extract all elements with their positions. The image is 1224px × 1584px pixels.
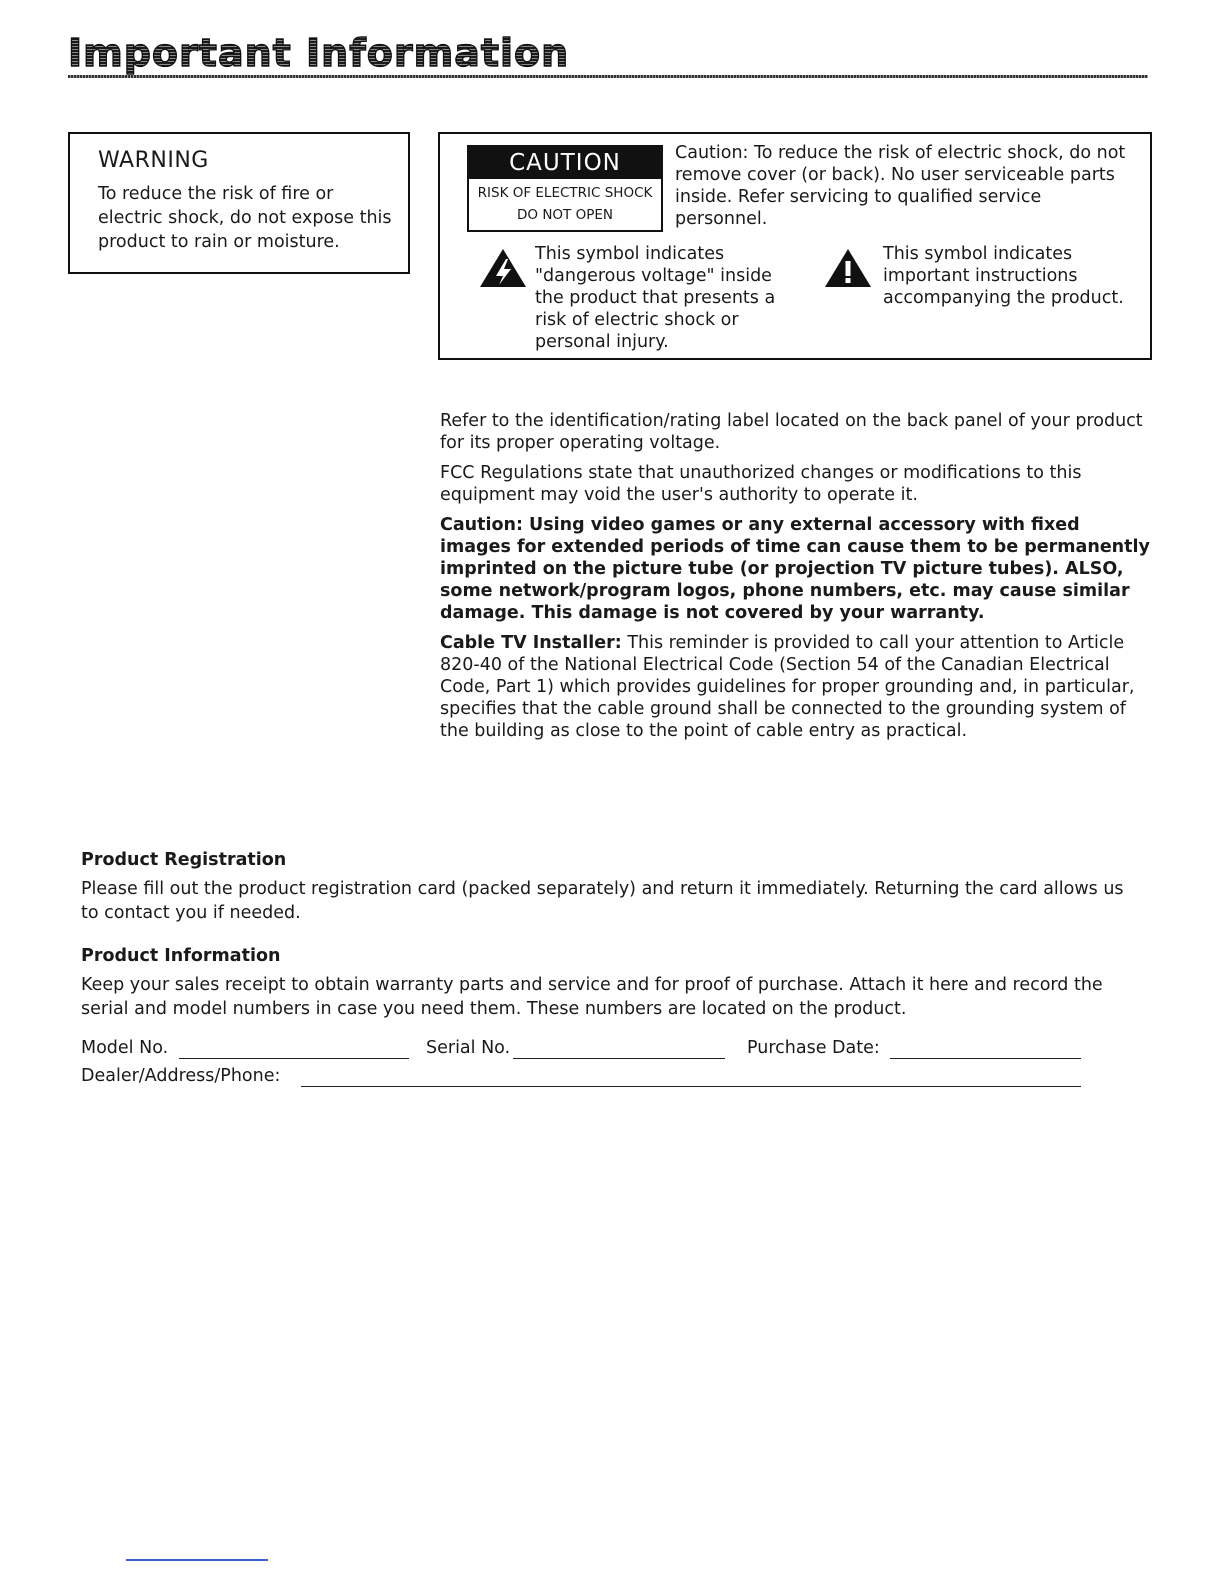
product-registration-section [81, 849, 1141, 925]
title-rule [68, 75, 1148, 78]
symbol2-text: This symbol indicates important instructions accompanying the product. [883, 244, 1124, 308]
record-fields [81, 1038, 1091, 1094]
field-row-1 [81, 1038, 1091, 1066]
warning-box [68, 132, 410, 274]
screen-burn-caution: Caution: Using video games or any external accessory with fixed images for extended periods of time can cause them to be permanently imprinted on the picture tube (or projection TV picture tubes). ALSO, some network/program logos, phone numbers, etc. may cause similar damage. This damage is not covered by your warranty. [440, 515, 1150, 623]
bottom-rule [126, 1559, 268, 1561]
product-information-text: Keep your sales receipt to obtain warranty parts and service and for proof of purchase. Attach it here and record the serial and model numbers in case you need them. These numbers are located on the product. [81, 975, 1103, 1019]
cable-installer-lead: Cable TV Installer: [440, 633, 622, 653]
voltage-paragraph: Refer to the identification/rating label located on the back panel of your product for its proper operating voltage. [440, 411, 1143, 453]
dealer-label: Dealer/Address/Phone: [81, 1066, 281, 1086]
warning-heading: WARNING [98, 148, 209, 173]
model-number-label: Model No. [81, 1038, 169, 1058]
caution-label-heading: CAUTION [469, 147, 661, 179]
serial-number-line [513, 1058, 725, 1059]
product-registration-text: Please fill out the product registration card (packed separately) and return it immediately. Returning the card allows us to contact you if needed. [81, 879, 1124, 923]
model-number-line [179, 1058, 409, 1059]
caution-label [467, 145, 663, 232]
purchase-date-line [890, 1058, 1081, 1059]
purchase-date-label: Purchase Date: [747, 1038, 880, 1058]
caution-label-line1: RISK OF ELECTRIC SHOCK [477, 185, 653, 201]
serial-number-label: Serial No. [426, 1038, 511, 1058]
body-column [440, 410, 1152, 750]
warning-text: To reduce the risk of fire or electric shock, do not expose this product to rain or moisture. [98, 184, 392, 252]
caution-text: Caution: To reduce the risk of electric shock, do not remove cover (or back). No user serviceable parts inside. Refer servicing to qualified service personnel. [675, 143, 1126, 229]
product-registration-heading: Product Registration [81, 850, 287, 870]
cable-installer-paragraph [440, 632, 1152, 742]
product-information-section [81, 945, 1141, 1021]
exclamation-triangle-icon [823, 247, 873, 289]
caution-box [438, 132, 1152, 360]
cable-installer-text: This reminder is provided to call your attention to Article 820-40 of the National Electrical Code (Section 54 of the Canadian Electrical Code, Part 1) which provides guidelines for proper grounding and, in particular, specifies that the cable ground shall be connected to the grounding system of the building as close to the point of cable entry as practical. [440, 633, 1135, 741]
product-information-heading: Product Information [81, 946, 281, 966]
fcc-paragraph: FCC Regulations state that unauthorized changes or modifications to this equipment may void the user's authority to operate it. [440, 463, 1082, 505]
lightning-triangle-icon [478, 247, 528, 289]
field-row-2 [81, 1066, 1091, 1094]
page-title: Important Information [68, 31, 570, 75]
caution-label-line2: DO NOT OPEN [517, 207, 613, 223]
dealer-line [301, 1086, 1081, 1087]
symbol1-text: This symbol indicates "dangerous voltage" inside the product that presents a risk of electric shock or personal injury. [535, 244, 776, 352]
